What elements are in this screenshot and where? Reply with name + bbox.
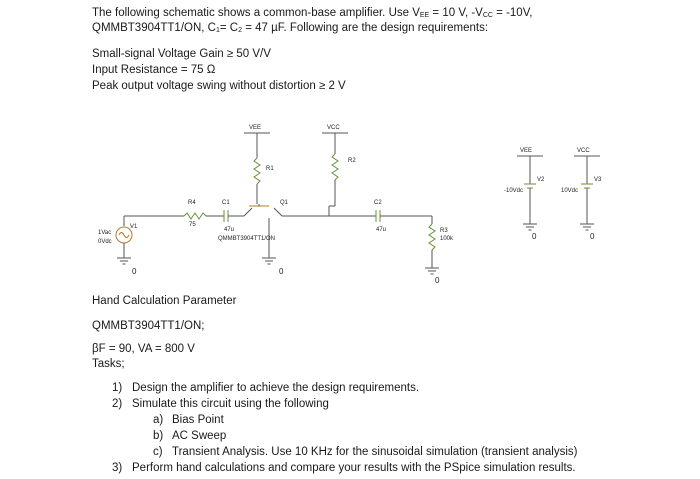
- ground-label: 0: [132, 267, 137, 276]
- c1-value: 47u: [224, 227, 235, 233]
- v3-label: V3: [594, 177, 602, 183]
- c1-label: C1: [222, 200, 230, 206]
- r4-value: 75: [189, 222, 196, 228]
- intro-text: QMMBT3904TT1/ON, C: [92, 22, 216, 34]
- task-number: 1): [112, 382, 123, 394]
- vee-label: VEE: [249, 125, 262, 131]
- circuit-schematic: [84, 118, 614, 288]
- subscript: 2: [238, 27, 242, 34]
- ground-symbol: [117, 258, 131, 264]
- v1-label: V1: [130, 224, 138, 230]
- intro-text: The following schematic shows a common-base amplifier. Use V: [92, 7, 420, 19]
- task-text: AC Sweep: [172, 430, 227, 442]
- c2-value: 47u: [376, 227, 387, 233]
- q1-model: QMMBT3904TT1/ON: [218, 236, 276, 242]
- task-item: [112, 397, 329, 411]
- requirement-gain: Small-signal Voltage Gain ≥ 50 V/V: [92, 48, 271, 60]
- r4-resistor: [184, 213, 206, 219]
- r1-label: R1: [266, 166, 274, 172]
- intro-text: = C: [219, 22, 239, 34]
- v1-sine: [119, 233, 129, 238]
- intro-text: = 47 µF. Following are the design requirements:: [242, 22, 489, 34]
- task-number: 2): [112, 398, 123, 410]
- task-subitem: [153, 429, 227, 443]
- r2-label: R2: [348, 158, 356, 164]
- task-number: a): [153, 414, 164, 426]
- task-item: [112, 381, 420, 395]
- ground-symbol: [262, 258, 276, 264]
- task-subitem: [153, 445, 578, 459]
- r3-label: R3: [440, 228, 448, 234]
- subscript: EE: [419, 12, 430, 19]
- ground-label: 0: [279, 267, 284, 276]
- subscript: 1: [215, 27, 220, 34]
- requirement-output-swing: Peak output voltage swing without distortion ≥ 2 V: [92, 80, 346, 92]
- vcc-label: VCC: [327, 125, 340, 131]
- ground-label: 0: [532, 232, 537, 241]
- task-subitem: [153, 413, 224, 427]
- hand-calc-params: βF = 90, VA = 800 V: [92, 343, 195, 355]
- r3-resistor: [429, 224, 435, 250]
- requirement-input-resistance: Input Resistance = 75 Ω: [92, 64, 216, 76]
- hand-calc-heading: Hand Calculation Parameter: [92, 295, 237, 307]
- q1-label: Q1: [280, 200, 289, 206]
- task-number: c): [153, 446, 163, 458]
- task-text: Design the amplifier to achieve the design requirements.: [132, 382, 420, 394]
- subscript: CC: [482, 12, 493, 19]
- task-number: 3): [112, 462, 123, 474]
- task-text: Simulate this circuit using the following: [132, 398, 329, 410]
- task-item: [112, 461, 576, 475]
- r1-resistor: [254, 158, 260, 184]
- v3-value: 10Vdc: [561, 188, 579, 194]
- v2-vee-label: VEE: [520, 148, 533, 154]
- v3-vcc-label: VCC: [577, 148, 590, 154]
- task-text: Bias Point: [172, 414, 224, 426]
- q1-emitter: [244, 208, 252, 216]
- r4-label: R4: [188, 200, 196, 206]
- c2-label: C2: [374, 200, 382, 206]
- r2-resistor: [332, 154, 338, 180]
- v1-ac-value: 1Vac: [98, 230, 112, 236]
- ground-symbol: [523, 224, 537, 230]
- task-text: Perform hand calculations and compare your results with the PSpice simulation results.: [132, 462, 576, 474]
- ground-label: 0: [590, 232, 595, 241]
- intro-text: = -10V,: [492, 7, 533, 19]
- hand-calc-model: QMMBT3904TT1/ON;: [92, 320, 205, 332]
- tasks-label: Tasks;: [92, 358, 125, 370]
- ground-label: 0: [435, 276, 440, 285]
- task-text: Transient Analysis. Use 10 KHz for the sinusoidal simulation (transient analysis): [172, 446, 578, 458]
- ground-symbol: [425, 268, 439, 274]
- task-number: b): [153, 430, 164, 442]
- v2-value: -10Vdc: [504, 188, 524, 194]
- intro-text: = 10 V, -V: [429, 7, 483, 19]
- ground-symbol: [580, 224, 594, 230]
- r3-value: 100k: [440, 236, 454, 242]
- v2-label: V2: [537, 177, 545, 183]
- q1-collector: [274, 208, 282, 216]
- v1-dc-value: 0Vdc: [98, 239, 112, 245]
- intro-line-2: [92, 21, 488, 38]
